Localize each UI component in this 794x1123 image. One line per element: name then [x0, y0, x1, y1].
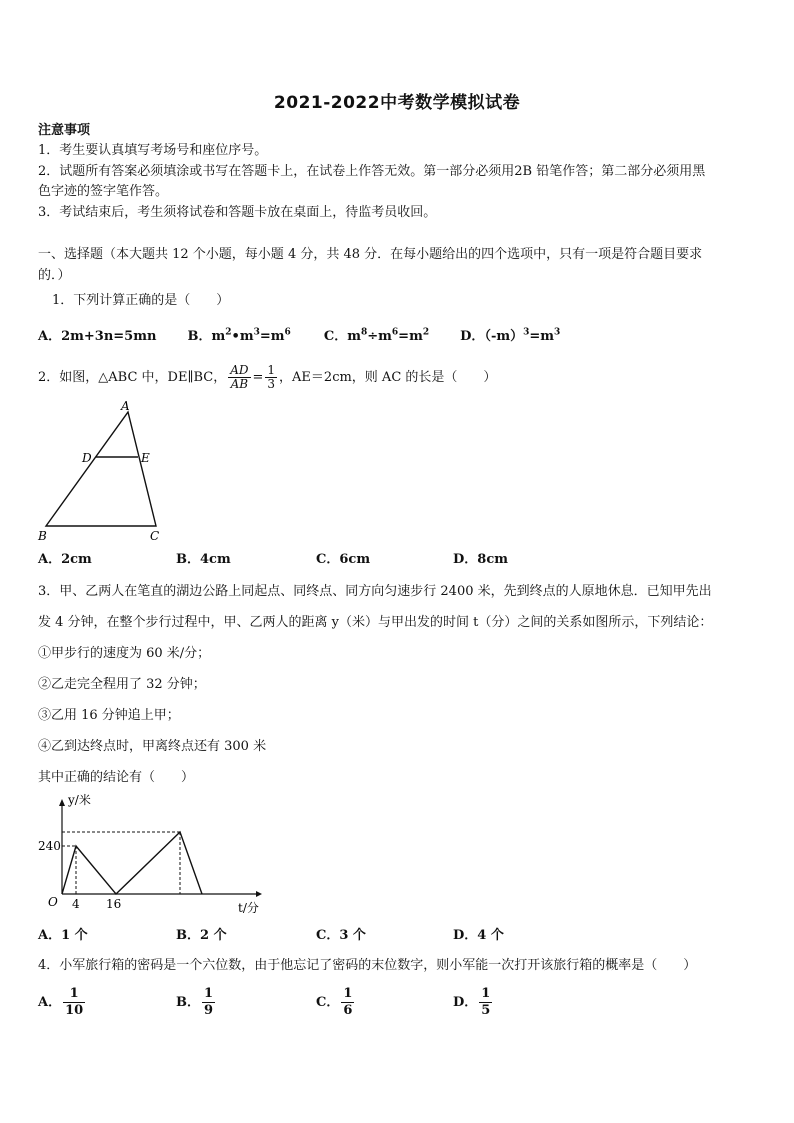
fraction-one-third: $\frac{1}{3}$: [267, 363, 276, 391]
q2-option-d: D．8cm: [453, 552, 508, 567]
notice-heading: 注意事项: [38, 123, 91, 138]
triangle-figure: [30, 398, 170, 546]
q2-option-c: C．6cm: [316, 552, 371, 567]
option-a: A．2m+3n=5mn: [38, 329, 157, 344]
page-title: 2021-2022中考数学模拟试卷: [273, 93, 521, 113]
conclusion-4: ④乙到达终点时，甲离终点还有 300 米: [38, 739, 267, 754]
label-e: E: [141, 451, 150, 465]
notice-item: 2．试题所有答案必须填涂或书写在答题卡上，在试卷上作答无效。第一部分必须用2B 铅笔作答；第二部分必须用黑: [38, 164, 706, 179]
label-b: B: [38, 529, 47, 543]
distance-time-graph: [30, 790, 270, 920]
triangle-abc: [46, 412, 156, 526]
q4-option-d: D． $\frac{1}{5}$: [453, 986, 491, 1018]
notice-item: 3．考试结束后，考生须将试卷和答题卡放在桌面上，待监考员收回。: [38, 205, 437, 220]
q2-option-a: A．2cm: [38, 552, 92, 567]
option-b: B．$m^2•m^3=m^6$: [187, 327, 291, 344]
q3-option-c: C．3 个: [316, 928, 366, 943]
conclusion-3: ③乙用 16 分钟追上甲；: [38, 708, 180, 723]
option-c: C．$m^8\div m^6=m^2$: [323, 327, 430, 344]
conclusion-1: ①甲步行的速度为 60 米/分；: [38, 646, 211, 661]
question-3-stem: 3．甲、乙两人在笔直的湖边公路上同起点、同终点、同方向匀速步行 2400 米，先到终点的人原地休息．已知甲先出: [38, 584, 712, 599]
y-tick-240: 240: [38, 839, 61, 853]
q3-option-b: B．2 个: [176, 928, 227, 943]
x-axis-label: t/分: [238, 901, 259, 915]
q3-option-d: D．4 个: [453, 928, 504, 943]
label-d: D: [82, 451, 92, 465]
section-heading-cont: 的．）: [38, 268, 71, 283]
conclusion-2: ②乙走完全程用了 32 分钟；: [38, 677, 206, 692]
option-d: D．$(-m)^3=m^3$: [460, 327, 561, 344]
question-3-ask: 其中正确的结论有（ ）: [38, 770, 195, 785]
fraction-ad-ab: $\frac{AD}{AB}$: [230, 363, 249, 391]
question-3-stem-cont: 发 4 分钟，在整个步行过程中，甲、乙两人的距离 y（米）与甲出发的时间 t（分）之间的关系如图所示，下列结论：: [38, 615, 713, 630]
y-axis-label: y/米: [68, 793, 91, 807]
label-c: C: [150, 529, 160, 543]
q4-option-b: B． $\frac{1}{9}$: [176, 986, 214, 1018]
q3-option-a: A．1 个: [38, 928, 88, 943]
section-heading: 一、选择题（本大题共 12 个小题，每小题 4 分，共 48 分．在每小题给出的四个选项中，只有一项是符合题目要求: [38, 247, 703, 262]
x-tick-4: 4: [72, 897, 80, 911]
origin-label: O: [48, 895, 58, 909]
question-2-stem: 2．如图，△ABC 中，DE∥BC， $\frac{AD}{AB}$ = $\frac{1}{3}$ ，AE＝2cm，则 AC 的长是（ ）: [38, 363, 497, 391]
y-axis-arrow: [59, 799, 65, 806]
x-axis-arrow: [256, 891, 262, 897]
question-1-options: [38, 327, 560, 347]
notice-item: 色字迹的签字笔作答。: [38, 184, 169, 199]
q2-option-b: B．4cm: [176, 552, 231, 567]
q4-option-a: A． $\frac{1}{10}$: [38, 986, 84, 1018]
question-1-stem: 1．下列计算正确的是（ ）: [52, 293, 230, 308]
q4-option-c: C． $\frac{1}{6}$: [316, 986, 353, 1018]
x-tick-16: 16: [106, 897, 122, 911]
question-4-stem: 4．小军旅行箱的密码是一个六位数，由于他忘记了密码的末位数字，则小军能一次打开该旅行箱的概率是（ ）: [38, 958, 697, 973]
distance-line: [62, 832, 202, 894]
label-a: A: [121, 399, 130, 413]
notice-item: 1．考生要认真填写考场号和座位序号。: [38, 143, 268, 158]
